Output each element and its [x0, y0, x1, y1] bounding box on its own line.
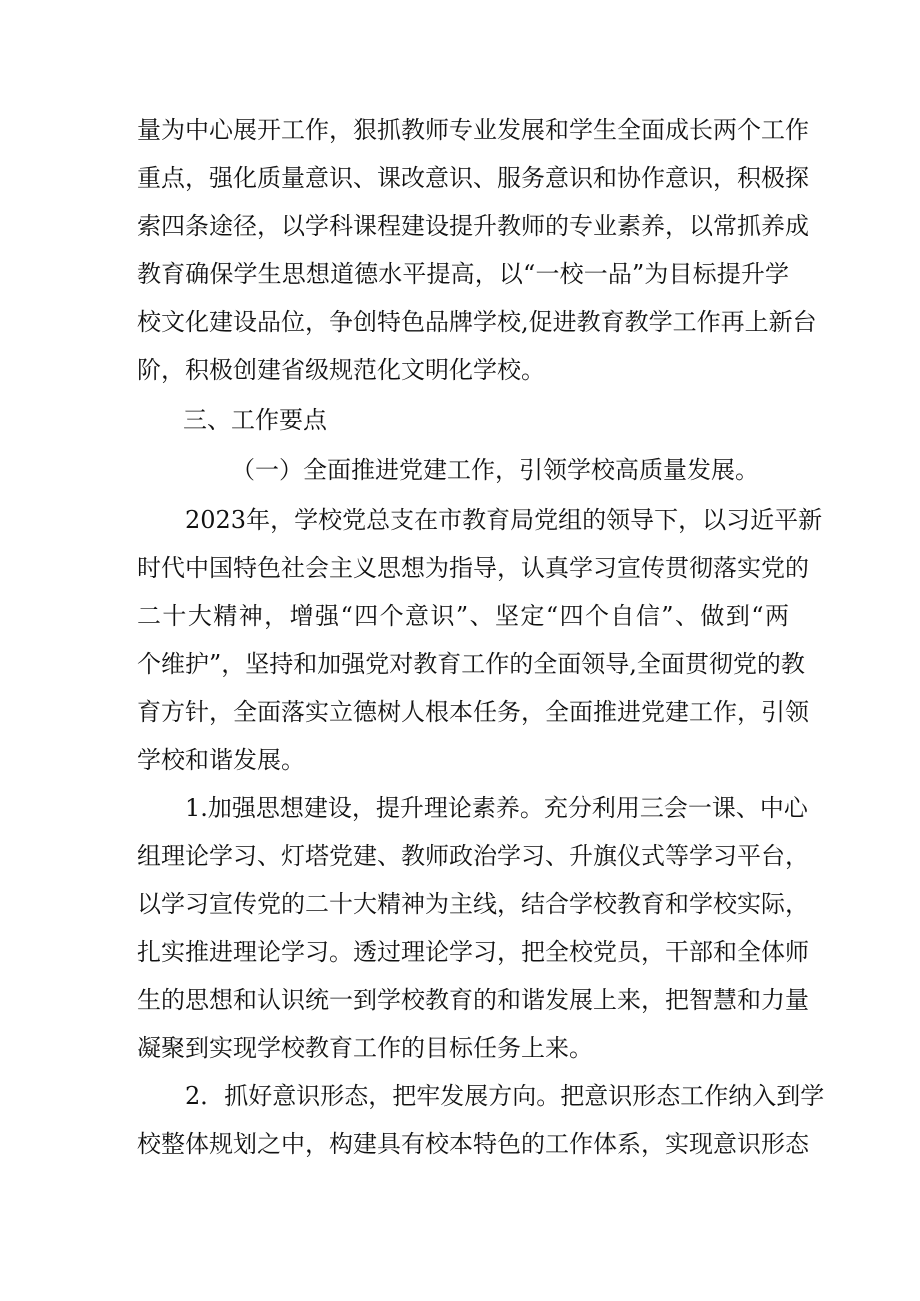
paragraph-line: 二十大精神，增强“四个意识”、坚定“四个自信”、做到“两 [137, 602, 789, 630]
paragraph-line: 扎实推进理论学习。透过理论学习，把全校党员，干部和全体师 [137, 938, 809, 966]
paragraph-line: 凝聚到实现学校教育工作的目标任务上来。 [137, 1034, 593, 1062]
paragraph-line: 校文化建设品位，争创特色品牌学校,促进教育教学工作再上新台 [137, 308, 817, 336]
paragraph-line: 时代中国特色社会主义思想为指导，认真学习宣传贯彻落实党的 [137, 554, 809, 582]
paragraph-line: 教育确保学生思想道德水平提高，以“一校一品”为目标提升学 [137, 260, 789, 288]
paragraph-line: 以学习宣传党的二十大精神为主线，结合学校教育和学校实际， [137, 890, 809, 918]
paragraph-line: 重点，强化质量意识、课改意识、服务意识和协作意识，积极探 [137, 164, 809, 192]
paragraph-line: 生的思想和认识统一到学校教育的和谐发展上来，把智慧和力量 [137, 986, 809, 1014]
paragraph-line: 2．抓好意识形态，把牢发展方向。把意识形态工作纳入到学 [185, 1082, 825, 1110]
paragraph-line: 育方针，全面落实立德树人根本任务，全面推进党建工作，引领 [137, 698, 809, 726]
paragraph-line: 组理论学习、灯塔党建、教师政治学习、升旗仪式等学习平台， [137, 842, 809, 870]
paragraph-line: 校整体规划之中，构建具有校本特色的工作体系，实现意识形态 [137, 1130, 809, 1158]
subsection-heading: （一）全面推进党建工作，引领学校高质量发展。 [231, 456, 759, 484]
paragraph-line: 量为中心展开工作，狠抓教师专业发展和学生全面成长两个工作 [137, 116, 809, 144]
paragraph-line: 索四条途径，以学科课程建设提升教师的专业素养，以常抓养成 [137, 212, 809, 240]
paragraph-line: 2023年，学校党总支在市教育局党组的领导下，以习近平新 [185, 506, 823, 534]
paragraph-line: 个维护”，坚持和加强党对教育工作的全面领导,全面贯彻党的教 [137, 650, 805, 678]
section-heading: 三、工作要点 [183, 406, 327, 434]
paragraph-line: 阶，积极创建省级规范化文明化学校。 [137, 356, 545, 384]
paragraph-line: 1.加强思想建设，提升理论素养。充分利用三会一课、中心 [185, 794, 808, 822]
paragraph-line: 学校和谐发展。 [137, 746, 305, 774]
